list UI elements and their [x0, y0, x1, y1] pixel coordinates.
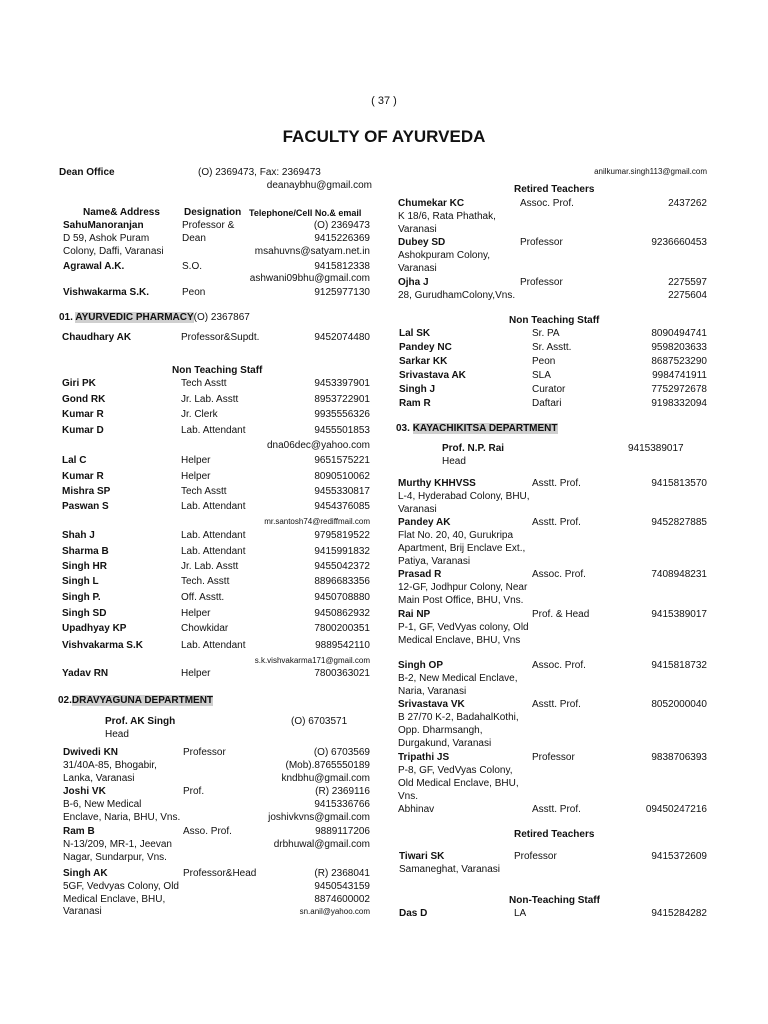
staff-address-line: Varanasi [63, 906, 102, 917]
staff-contact: 9452827885 [651, 517, 707, 528]
staff-designation: Jr. Clerk [181, 409, 218, 420]
staff-name: Agrawal A.K. [63, 261, 125, 272]
staff-address-line: Apartment, Brij Enclave Ext., [398, 543, 526, 554]
staff-contact: drbhuwal@gmail.com [273, 839, 370, 850]
col-header-contact: Telephone/Cell No.& email [249, 208, 362, 218]
staff-contact: 9598203633 [651, 342, 707, 353]
staff-address-line: B-6, New Medical [63, 799, 142, 810]
staff-name: Sharma B [62, 546, 109, 557]
staff-designation: Jr. Lab. Asstt [181, 394, 239, 405]
staff-contact: 9450862932 [314, 608, 370, 619]
sec03-head-label: Head [442, 456, 466, 467]
staff-contact: 9415226369 [314, 233, 370, 244]
staff-contact: 8090494741 [651, 328, 707, 339]
section-03-heading [396, 423, 558, 435]
staff-name: Giri PK [62, 378, 96, 389]
staff-address-line: Vns. [398, 791, 419, 802]
page-title: FACULTY OF AYURVEDA [282, 127, 486, 146]
staff-name: Ojha J [398, 277, 429, 288]
staff-contact: 9415372609 [651, 851, 707, 862]
staff-address-line: 31/40A-85, Bhogabir, [63, 760, 157, 771]
section-01-name: AYURVEDIC PHARMACY [75, 312, 194, 323]
staff-contact: msahuvns@satyam.net.in [254, 246, 370, 257]
staff-address-line: Medical Enclave, BHU, Vns [398, 635, 521, 646]
staff-contact: 9415284282 [651, 908, 707, 919]
staff-name: Singh SD [62, 608, 107, 619]
staff-address-line: Ashokpuram Colony, [398, 250, 491, 261]
staff-name: Lal C [62, 455, 87, 466]
staff-contact: 8896683356 [314, 576, 370, 587]
staff-address-line: Naria, Varanasi [398, 686, 467, 697]
staff-designation: Chowkidar [181, 623, 229, 634]
sec01-head-contact: 9452074480 [314, 332, 370, 343]
staff-designation: Off. Asstt. [181, 592, 225, 603]
staff-designation: Professor & [182, 220, 235, 231]
staff-contact: 9415336766 [314, 799, 370, 810]
staff-designation: Curator [532, 384, 566, 395]
nts3-title: Non-Teaching Staff [509, 895, 600, 906]
nts2-title: Non Teaching Staff [509, 315, 600, 326]
staff-address-line: Main Post Office, BHU, Vns. [398, 595, 524, 606]
section-01-heading [59, 312, 250, 324]
staff-designation: Prof. [183, 786, 205, 797]
staff-designation: Tech. Asstt [181, 576, 230, 587]
staff-name: Vishvakarma S.K [62, 640, 143, 651]
staff-name: Pandey AK [398, 517, 451, 528]
staff-name: Chumekar KC [398, 198, 465, 209]
staff-designation: Helper [181, 668, 211, 679]
staff-name: Singh HR [62, 561, 107, 572]
staff-designation: Helper [181, 471, 211, 482]
staff-name: Shah J [62, 530, 95, 541]
staff-designation: Assoc. Prof. [532, 660, 586, 671]
staff-designation: Professor [514, 851, 557, 862]
staff-contact: 9935556326 [314, 409, 370, 420]
staff-contact: 9889117206 [315, 826, 370, 837]
retired1-title: Retired Teachers [514, 184, 595, 195]
dean-office-label: Dean Office [59, 167, 115, 178]
staff-contact: 2437262 [668, 198, 707, 209]
staff-address-line: 5GF, Vedvyas Colony, Old [63, 881, 179, 892]
staff-contact: 9415991832 [314, 546, 370, 557]
staff-contact: 8874600002 [314, 894, 370, 905]
staff-contact: ashwani09bhu@gmail.com [249, 273, 370, 284]
staff-name: Dubey SD [398, 237, 446, 248]
staff-address-line: Nagar, Sundarpur, Vns. [63, 852, 167, 863]
staff-contact: 7408948231 [651, 569, 707, 580]
staff-address-line: Flat No. 20, 40, Gurukripa [398, 530, 514, 541]
staff-contact: 8052000040 [651, 699, 707, 710]
staff-name: Kumar R [62, 471, 104, 482]
staff-name: Rai NP [398, 609, 431, 620]
staff-designation: S.O. [182, 261, 203, 272]
staff-contact: s.k.vishvakarma171@gmail.com [254, 656, 370, 665]
staff-address-line: Samaneghat, Varanasi [399, 864, 500, 875]
staff-contact: 8687523290 [651, 356, 707, 367]
sec01-head-designation: Professor&Supdt. [181, 332, 260, 343]
staff-contact: 9450543159 [314, 881, 370, 892]
staff-contact: sn.anil@yahoo.com [299, 907, 370, 916]
staff-address-line: Lanka, Varanasi [63, 773, 135, 784]
staff-contact: 9415813570 [651, 478, 707, 489]
staff-name: Lal SK [399, 328, 431, 339]
staff-designation: Asstt. Prof. [532, 699, 581, 710]
staff-name: Prasad R [398, 569, 442, 580]
staff-address-line: Durgakund, Varanasi [398, 738, 492, 749]
staff-address-line: 28, GurudhamColony,Vns. [398, 290, 516, 301]
staff-name: Sarkar KK [399, 356, 448, 367]
staff-name: Srivastava AK [399, 370, 466, 381]
section-01-phone: (O) 2367867 [193, 312, 250, 323]
staff-contact: (O) 6703569 [313, 747, 370, 758]
staff-designation: Asstt. Prof. [532, 478, 581, 489]
section-03-name: KAYACHIKITSA DEPARTMENT [412, 423, 558, 434]
staff-name: Kumar R [62, 409, 104, 420]
staff-name: Singh L [62, 576, 99, 587]
staff-name: Pandey NC [399, 342, 452, 353]
staff-address-line: B 27/70 K-2, BadahalKothi, [398, 712, 519, 723]
staff-contact: 9795819522 [314, 530, 370, 541]
staff-designation: Tech Asstt [181, 378, 227, 389]
staff-address-line: 12-GF, Jodhpur Colony, Near [398, 582, 528, 593]
staff-name: Murthy KHHVSS [398, 478, 476, 489]
staff-name: Paswan S [62, 501, 109, 512]
staff-contact: 2275597 [668, 277, 707, 288]
staff-name: Srivastava VK [398, 699, 465, 710]
col-header-designation: Designation [184, 207, 242, 218]
staff-designation: Assoc. Prof. [532, 569, 586, 580]
staff-contact: 8953722901 [314, 394, 370, 405]
col-header-name: Name& Address [83, 207, 160, 218]
staff-address-line: Varanasi [398, 263, 437, 274]
sec03-head-phone: 9415389017 [628, 443, 684, 454]
dean-office-email: deanaybhu@gmail.com [266, 180, 372, 191]
top-right-email: anilkumar.singh113@gmail.com [594, 167, 707, 176]
section-02-number: 02. [58, 695, 72, 706]
staff-address-line: Varanasi [398, 224, 437, 235]
staff-name: Upadhyay KP [62, 623, 127, 634]
section-03-number: 03. [396, 423, 410, 434]
staff-designation: Asstt. Prof. [532, 804, 581, 815]
staff-contact: 9415389017 [651, 609, 707, 620]
staff-designation: Peon [182, 287, 206, 298]
staff-address-line: B-2, New Medical Enclave, [398, 673, 518, 684]
staff-name: Tiwari SK [399, 851, 445, 862]
staff-contact: 9453397901 [314, 378, 370, 389]
staff-name: Gond RK [62, 394, 106, 405]
staff-name: Joshi VK [63, 786, 106, 797]
staff-name: Tripathi JS [398, 752, 450, 763]
staff-name: Yadav RN [62, 668, 109, 679]
staff-contact: 7752972678 [651, 384, 707, 395]
staff-name: Kumar D [62, 425, 104, 436]
sec02-head-label: Head [105, 729, 129, 740]
staff-designation: Lab. Attendant [181, 530, 246, 541]
staff-designation: Peon [532, 356, 556, 367]
section-01-number: 01. [59, 312, 76, 323]
staff-name: Vishwakarma S.K. [63, 287, 149, 298]
staff-address-line: D 59, Ashok Puram [63, 233, 150, 244]
staff-designation: Prof. & Head [532, 609, 590, 620]
sec01-nts-title: Non Teaching Staff [172, 365, 263, 376]
staff-contact: 7800363021 [314, 668, 370, 679]
staff-contact: 7800200351 [314, 623, 370, 634]
staff-contact: 9984741911 [652, 370, 707, 381]
staff-designation: Lab. Attendant [181, 640, 246, 651]
staff-contact: 9455501853 [314, 425, 370, 436]
staff-designation: Professor [532, 752, 575, 763]
staff-contact: dna06dec@yahoo.com [267, 440, 370, 451]
staff-contact: 9454376085 [314, 501, 370, 512]
staff-name: Dwivedi KN [63, 747, 119, 758]
staff-designation: Dean [182, 233, 206, 244]
staff-name: Singh OP [398, 660, 443, 671]
retired2-title: Retired Teachers [514, 829, 595, 840]
staff-designation: Professor [520, 277, 563, 288]
staff-designation: Lab. Attendant [181, 425, 246, 436]
staff-name: Singh P. [62, 592, 101, 603]
staff-name: Ram B [63, 826, 95, 837]
staff-name: SahuManoranjan [63, 220, 144, 231]
staff-contact: mr.santosh74@rediffmail.com [264, 517, 370, 526]
staff-designation: Helper [181, 455, 211, 466]
staff-address-line: Medical Enclave, BHU, [63, 894, 166, 905]
staff-contact: 9415818732 [651, 660, 707, 671]
staff-address-line: Abhinav [398, 804, 435, 815]
staff-address-line: Colony, Daffi, Varanasi [63, 246, 164, 257]
staff-designation: Asstt. Prof. [532, 517, 581, 528]
staff-address-line: K 18/6, Rata Phathak, [398, 211, 496, 222]
staff-designation: Daftari [532, 398, 562, 409]
staff-contact: (O) 2369473 [313, 220, 370, 231]
staff-designation: Professor&Head [183, 868, 257, 879]
staff-contact: 09450247216 [645, 804, 707, 815]
staff-designation: Sr. PA [532, 328, 560, 339]
sec02-head-phone: (O) 6703571 [291, 716, 348, 727]
staff-designation: Assoc. Prof. [520, 198, 574, 209]
sec02-head-name: Prof. AK Singh [105, 716, 176, 727]
staff-contact: 9125977130 [314, 287, 370, 298]
page-number: ( 37 ) [371, 95, 397, 107]
staff-contact: 9455330817 [314, 486, 370, 497]
staff-contact: 8090510062 [314, 471, 370, 482]
dean-office-phone: (O) 2369473, Fax: 2369473 [198, 167, 321, 178]
staff-designation: Professor [183, 747, 226, 758]
staff-address-line: N-13/209, MR-1, Jeevan [63, 839, 172, 850]
staff-address-line: P-8, GF, VedVyas Colony, [398, 765, 513, 776]
staff-designation: Sr. Asstt. [532, 342, 572, 353]
sec01-head-name: Chaudhary AK [62, 332, 132, 343]
staff-designation: Jr. Lab. Asstt [181, 561, 239, 572]
staff-address-line: P-1, GF, VedVyas colony, Old [398, 622, 529, 633]
staff-contact: 9455042372 [314, 561, 370, 572]
staff-designation: Tech Asstt [181, 486, 227, 497]
staff-name: Mishra SP [62, 486, 111, 497]
staff-address-line: Patiya, Varanasi [398, 556, 471, 567]
staff-designation: Lab. Attendant [181, 501, 246, 512]
staff-contact: 9838706393 [651, 752, 707, 763]
staff-address-line: Opp. Dharmsangh, [398, 725, 483, 736]
staff-address-line: Varanasi [398, 504, 437, 515]
staff-designation: LA [514, 908, 527, 919]
section-02-heading [58, 695, 213, 707]
staff-address-line: Enclave, Naria, BHU, Vns. [63, 812, 181, 823]
staff-designation: Helper [181, 608, 211, 619]
staff-contact: (Mob).8765550189 [285, 760, 370, 771]
staff-contact: 9236660453 [651, 237, 707, 248]
section-02-name: DRAVYAGUNA DEPARTMENT [71, 695, 214, 706]
staff-designation: SLA [532, 370, 551, 381]
staff-contact: 2275604 [668, 290, 707, 301]
staff-contact: kndbhu@gmail.com [281, 773, 370, 784]
staff-name: Ram R [399, 398, 431, 409]
staff-contact: (R) 2369116 [315, 786, 370, 797]
staff-contact: 9889542110 [315, 640, 370, 651]
staff-designation: Asso. Prof. [183, 826, 232, 837]
staff-designation: Professor [520, 237, 563, 248]
staff-name: Singh J [399, 384, 436, 395]
staff-designation: Lab. Attendant [181, 546, 246, 557]
staff-contact: 9651575221 [314, 455, 370, 466]
staff-contact: 9198332094 [651, 398, 707, 409]
staff-name: Das D [399, 908, 428, 919]
staff-address-line: Old Medical Enclave, BHU, [398, 778, 519, 789]
staff-contact: (R) 2368041 [314, 868, 370, 879]
sec03-head-name: Prof. N.P. Rai [442, 443, 505, 454]
staff-name: Singh AK [63, 868, 108, 879]
staff-address-line: L-4, Hyderabad Colony, BHU, [398, 491, 530, 502]
staff-contact: 9450708880 [314, 592, 370, 603]
staff-contact: 9415812338 [314, 261, 370, 272]
staff-contact: joshivkvns@gmail.com [268, 812, 370, 823]
